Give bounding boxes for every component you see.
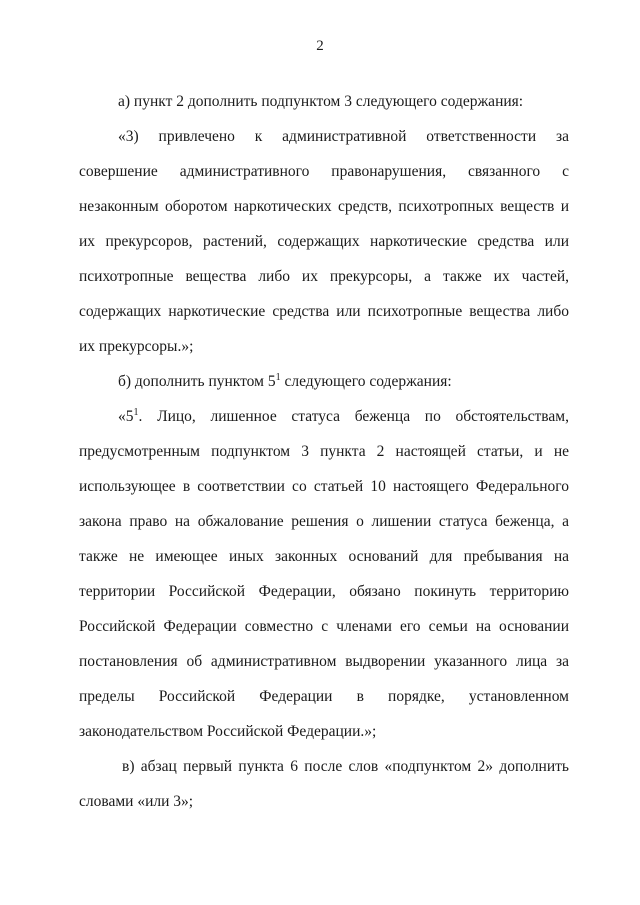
paragraph-b-quote-text: . Лицо, лишенное статуса беженца по обстоятельствам, предусмотренным подпунктом 3 пункта 2 настоящей статьи, и не использующее в соответствии со статьей 10 настоящего Федерального закона право на обжалование решения о лишении статуса беженца, а также не имеющее иных законных оснований для пребывания на территории Российской Федерации, обязано покинуть территорию Российской Федерации совместно с членами его семьи на основании постановления об административном выдворении указанного лица за пределы Российской Федерации в порядке, установленном законодательством Российской Федерации.»;: [79, 408, 569, 740]
paragraph-b-quote-start: «5: [118, 408, 134, 425]
paragraph-b: [79, 364, 569, 399]
paragraph-a-quote: «3) привлечено к административной ответственности за совершение административного правонарушения, связанного с незаконным оборотом наркотических средств, психотропных веществ и их прекурсоров, растений, содержащих наркотические средства или психотропные вещества либо их прекурсоры, а также их частей, содержащих наркотические средства или психотропные вещества либо их прекурсоры.»;: [79, 128, 569, 355]
document-body: [79, 84, 569, 819]
paragraph-b-text: б) дополнить пунктом 5: [118, 373, 276, 390]
page-number: 2: [316, 38, 324, 54]
paragraph-c: в) абзац первый пункта 6 после слов «подпунктом 2» дополнить словами «или 3»;: [79, 758, 569, 810]
paragraph-b-quote-superscript: 1: [133, 407, 139, 418]
paragraph-b-quote: [79, 399, 569, 749]
paragraph-b-superscript: 1: [275, 372, 281, 383]
paragraph-a: а) пункт 2 дополнить подпунктом 3 следующего содержания:: [118, 93, 524, 110]
paragraph-b-text-end: следующего содержания:: [280, 373, 452, 390]
